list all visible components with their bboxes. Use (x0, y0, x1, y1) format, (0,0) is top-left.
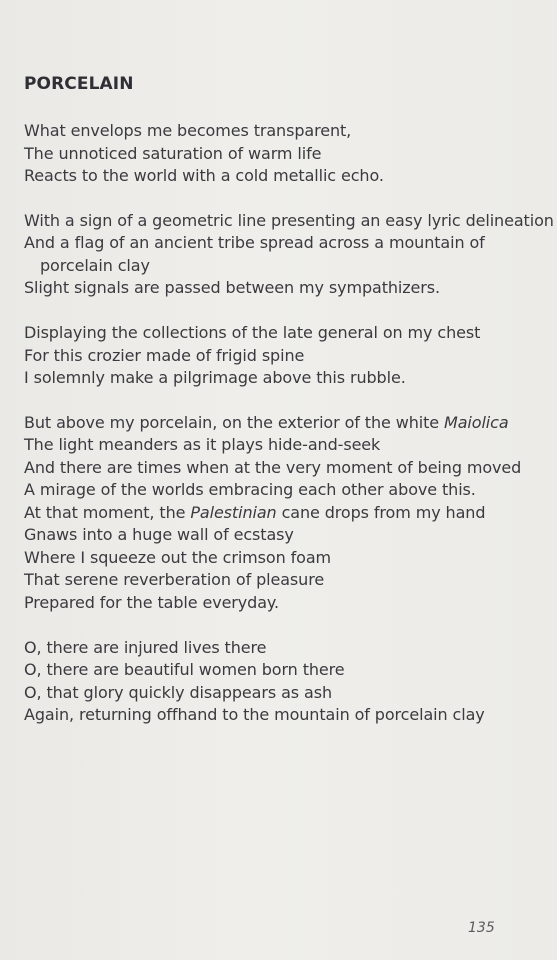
poem-line (24, 412, 544, 435)
poem-line: And a flag of an ancient tribe spread across a mountain of (24, 233, 485, 253)
page-number: 135 (468, 920, 495, 936)
poem-line: O, there are beautiful women born there (24, 660, 345, 680)
line-text: cane drops from my hand (276, 502, 486, 522)
italic-word: Palestinian (190, 502, 277, 522)
line-text: But above my porcelain, on the exterior of the white (24, 412, 444, 432)
stanza-4 (24, 412, 544, 615)
poem-line (24, 502, 544, 525)
stanza-1 (24, 120, 544, 188)
poem-line: The unnoticed saturation of warm life (24, 143, 322, 163)
italic-word: Maiolica (444, 412, 509, 432)
poem-line: Displaying the collections of the late general on my chest (24, 323, 481, 343)
stanza-2 (24, 210, 554, 300)
poem-line: For this crozier made of frigid spine (24, 345, 305, 365)
poem-body (24, 120, 554, 749)
poem-line: Slight signals are passed between my sympathizers. (24, 278, 441, 298)
stanza-5 (24, 637, 544, 727)
poem-line: Again, returning offhand to the mountain of porcelain clay (24, 705, 485, 725)
poem-line: O, that glory quickly disappears as ash (24, 682, 332, 702)
poem-line: A mirage of the worlds embracing each other above this. (24, 480, 476, 500)
stanza-3 (24, 322, 544, 390)
poem-line: Where I squeeze out the crimson foam (24, 547, 332, 567)
poem-title: PORCELAIN (24, 74, 134, 94)
poem-line-continuation: porcelain clay (40, 255, 150, 275)
poem-line: What envelops me becomes transparent, (24, 121, 352, 140)
line-text: At that moment, the (24, 502, 191, 522)
poem-line: Gnaws into a huge wall of ecstasy (24, 525, 294, 545)
poem-line: O, there are injured lives there (24, 637, 267, 657)
poem-line: With a sign of a geometric line presenting an easy lyric delineation (24, 210, 554, 230)
poem-line: Prepared for the table everyday. (24, 592, 279, 612)
poem-line: That serene reverberation of pleasure (24, 570, 325, 590)
poem-line: Reacts to the world with a cold metallic echo. (24, 166, 384, 185)
poem-line: I solemnly make a pilgrimage above this rubble. (24, 368, 406, 388)
poem-line: And there are times when at the very moment of being moved (24, 457, 522, 477)
poem-line: The light meanders as it plays hide-and-seek (24, 435, 381, 455)
